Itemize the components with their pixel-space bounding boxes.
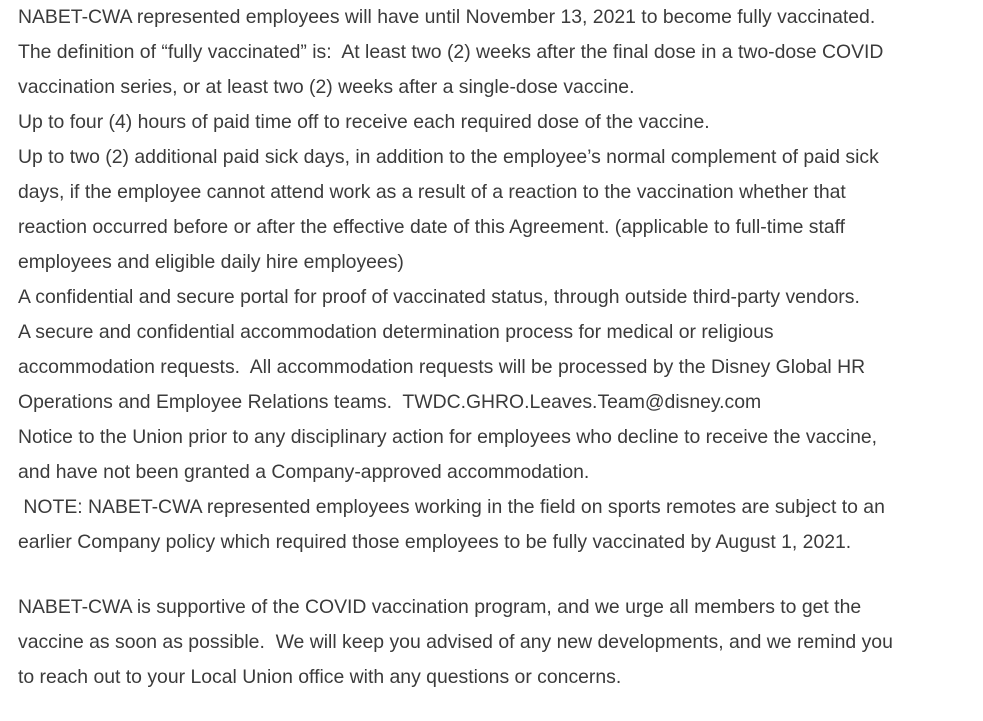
sick-days-line-1: Up to two (2) additional paid sick days, in addition to the employee’s normal complement of paid sick bbox=[18, 146, 879, 168]
definition-line-2: vaccination series, or at least two (2) weeks after a single-dose vaccine. bbox=[18, 76, 635, 98]
accommodation-line-3: Operations and Employee Relations teams. TWDC.GHRO.Leaves.Team@disney.com bbox=[18, 391, 762, 413]
union-notice-line-2: and have not been granted a Company-approved accommodation. bbox=[18, 461, 590, 483]
deadline-line: NABET-CWA represented employees will have until November 13, 2021 to become fully vaccinated. bbox=[18, 6, 876, 28]
union-statement-block bbox=[18, 590, 948, 695]
statement-line-3: to reach out to your Local Union office with any questions or concerns. bbox=[18, 666, 622, 688]
sick-days-line-3: reaction occurred before or after the effective date of this Agreement. (applicable to full-time staff bbox=[18, 216, 846, 238]
sick-days-line-2: days, if the employee cannot attend work as a result of a reaction to the vaccination whether that bbox=[18, 181, 846, 203]
note-line-2: earlier Company policy which required those employees to be fully vaccinated by August 1, 2021. bbox=[18, 531, 852, 553]
accommodation-line-2: accommodation requests. All accommodation requests will be processed by the Disney Global HR bbox=[18, 356, 866, 378]
statement-line-2: vaccine as soon as possible. We will keep you advised of any new developments, and we remind you bbox=[18, 631, 893, 653]
accommodation-line-1: A secure and confidential accommodation determination process for medical or religious bbox=[18, 321, 774, 343]
portal-line: A confidential and secure portal for proof of vaccinated status, through outside third-party vendors. bbox=[18, 286, 860, 308]
sick-days-line-4: employees and eligible daily hire employees) bbox=[18, 251, 404, 273]
union-notice-line-1: Notice to the Union prior to any disciplinary action for employees who decline to receive the vaccine, bbox=[18, 426, 878, 448]
paid-time-off-line: Up to four (4) hours of paid time off to receive each required dose of the vaccine. bbox=[18, 111, 710, 133]
paragraph-spacer bbox=[18, 560, 948, 590]
definition-line-1: The definition of “fully vaccinated” is: At least two (2) weeks after the final dose in a two-dose COVID bbox=[18, 41, 884, 63]
vaccination-terms-block bbox=[18, 0, 948, 560]
document-body bbox=[18, 0, 948, 695]
statement-line-1: NABET-CWA is supportive of the COVID vaccination program, and we urge all members to get the bbox=[18, 596, 862, 618]
note-line-1: NOTE: NABET-CWA represented employees working in the field on sports remotes are subject to an bbox=[18, 496, 885, 518]
